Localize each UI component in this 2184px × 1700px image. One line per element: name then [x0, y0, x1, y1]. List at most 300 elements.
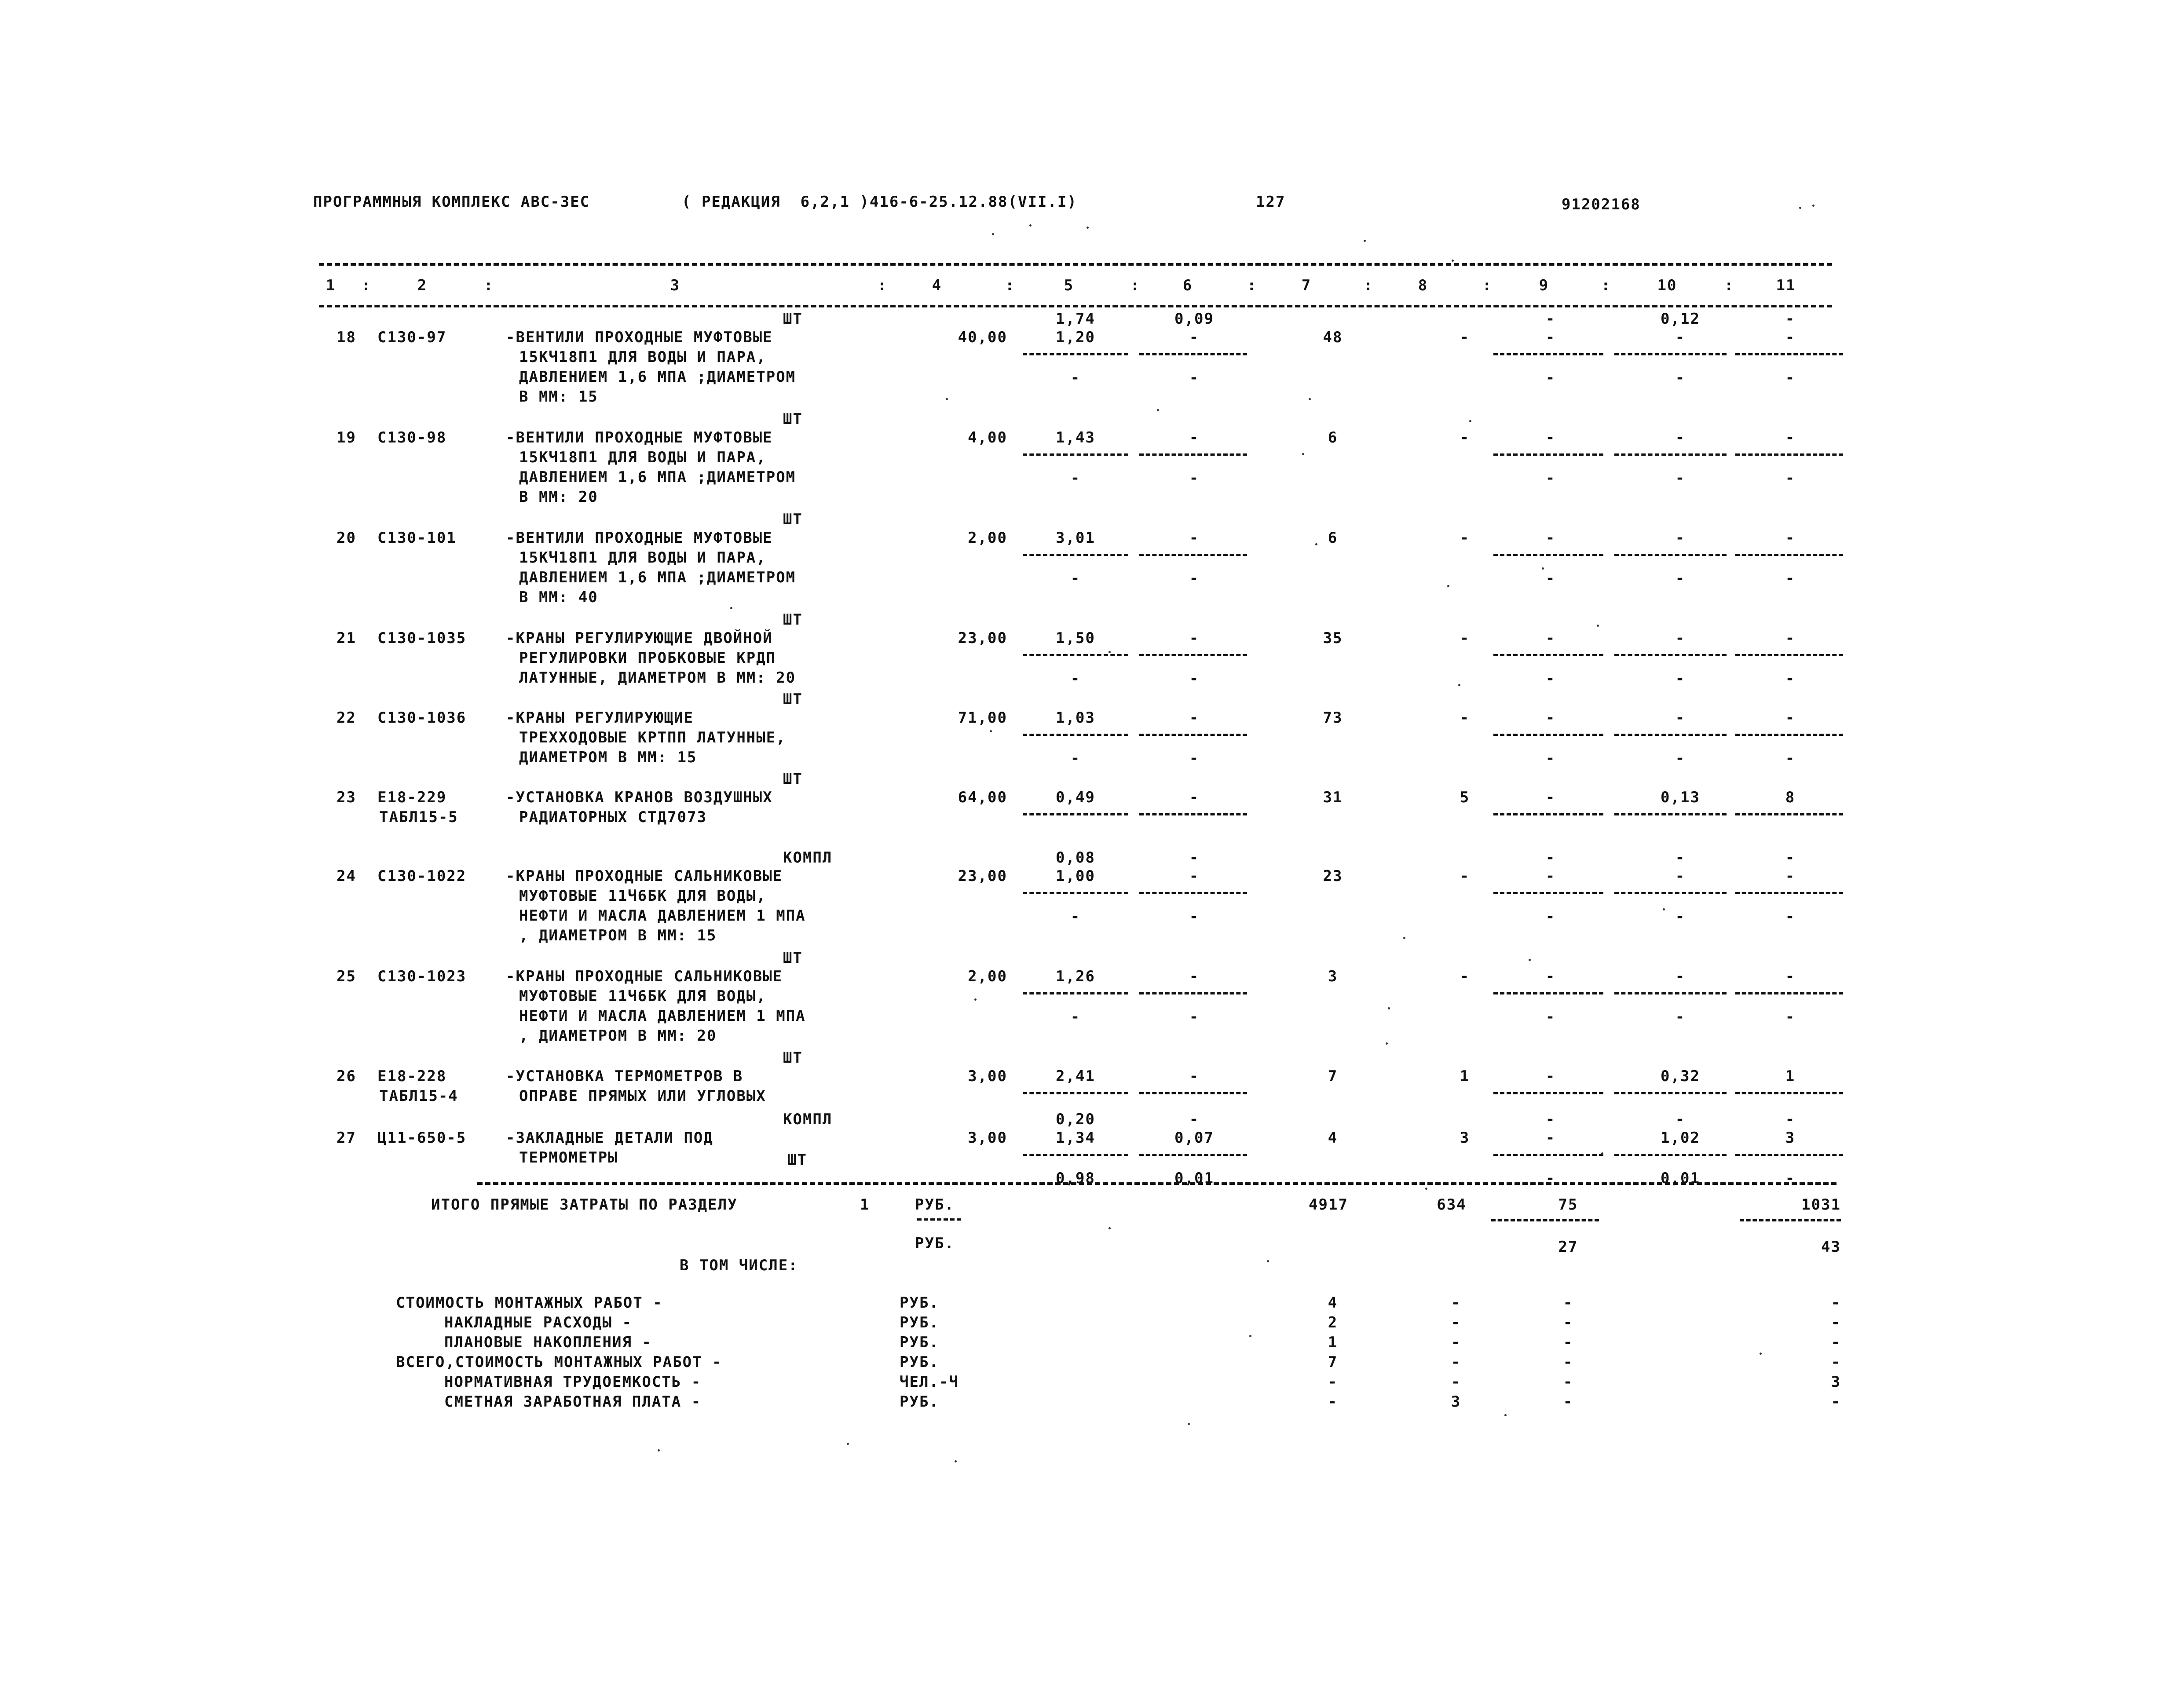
cell-col6-upper: -: [1189, 1111, 1200, 1128]
cell-col10-main: -: [1675, 529, 1686, 547]
summary-col9: -: [1563, 1314, 1573, 1331]
cell-col5-main: 1,03: [1056, 709, 1095, 727]
cell-col6-lower: -: [1189, 570, 1200, 587]
cell-col5-upper: 0,08: [1056, 849, 1095, 866]
cell-col6-lower: -: [1189, 749, 1200, 767]
cell-col9-main: -: [1545, 789, 1556, 806]
cell-col4: 2,00: [968, 968, 1007, 985]
cell-col8: -: [1460, 629, 1470, 647]
column-separator: :: [362, 277, 372, 294]
scan-speck: [847, 1443, 849, 1445]
cell-col5-main: 0,49: [1056, 789, 1095, 806]
row-description-line: -ВЕНТИЛИ ПРОХОДНЫЕ МУФТОВЫЕ: [506, 429, 773, 446]
subtotal-rule: [1139, 992, 1247, 994]
header-rule-top: [319, 263, 1832, 266]
cell-col6-main: -: [1189, 529, 1200, 547]
unit-label: ШТ: [787, 1151, 807, 1169]
cell-col9-main: -: [1545, 709, 1556, 727]
column-separator: :: [484, 277, 494, 294]
summary-col7: 7: [1328, 1353, 1338, 1371]
cell-col11-main: 3: [1785, 1129, 1796, 1147]
scan-speck: [1425, 1188, 1427, 1190]
scan-speck: [1315, 543, 1317, 545]
row-code-table: ТАБЛ15-5: [379, 808, 458, 826]
cell-col11-main: -: [1785, 629, 1796, 647]
scan-speck: [1504, 1414, 1507, 1416]
row-description-line: РЕГУЛИРОВКИ ПРОБКОВЫЕ КРДП: [519, 649, 776, 667]
page-number: 127: [1256, 193, 1286, 211]
cell-col11-lower: -: [1785, 469, 1796, 487]
scan-speck: [1108, 651, 1111, 653]
column-number: 6: [1182, 277, 1193, 294]
cell-col6-lower: -: [1189, 908, 1200, 925]
subtotal-rule: [1614, 813, 1727, 815]
scan-speck: [1302, 453, 1304, 455]
cell-col10-upper: 0,12: [1661, 310, 1700, 328]
summary-unit: РУБ.: [900, 1353, 939, 1371]
scan-speck: [658, 1449, 660, 1451]
scan-speck: [1267, 1260, 1269, 1262]
cell-col9-main: -: [1545, 629, 1556, 647]
cell-col4: 64,00: [958, 789, 1007, 806]
including-label: В ТОМ ЧИСЛЕ:: [680, 1257, 798, 1274]
row-code: Ц11-650-5: [377, 1129, 467, 1147]
column-number: 2: [417, 277, 428, 294]
row-description-line: МУФТОВЫЕ 11Ч6БК ДЛЯ ВОДЫ,: [519, 987, 766, 1005]
cell-col5-lower: -: [1070, 670, 1081, 687]
row-code: С130-98: [377, 429, 447, 446]
cell-col6-main: -: [1189, 329, 1200, 346]
row-description-line: ДАВЛЕНИЕМ 1,6 МПА ;ДИАМЕТРОМ: [519, 569, 796, 586]
summary-unit: ЧЕЛ.-Ч: [900, 1373, 959, 1391]
subtotal-rule: [1614, 554, 1727, 556]
cell-col11-lower: -: [1785, 570, 1796, 587]
column-number: 9: [1539, 277, 1549, 294]
cell-col10-main: -: [1675, 329, 1686, 346]
cell-col10-lower: -: [1675, 670, 1686, 687]
column-number: 11: [1776, 277, 1796, 294]
cell-col10-lower: -: [1675, 369, 1686, 387]
cell-col5-lower: -: [1070, 749, 1081, 767]
cell-col6-main: -: [1189, 968, 1200, 985]
summary-col8: -: [1451, 1353, 1461, 1371]
subtotal-rule: [1735, 453, 1843, 456]
scan-speck: [1386, 1042, 1388, 1045]
row-description-line: НЕФТИ И МАСЛА ДАВЛЕНИЕМ 1 МПА: [519, 1007, 806, 1025]
scan-speck: [1309, 398, 1311, 400]
cell-col8: -: [1460, 968, 1470, 985]
cell-col6-upper: 0,09: [1174, 310, 1214, 328]
cell-col7: 31: [1323, 789, 1343, 806]
cell-col8: -: [1460, 329, 1470, 346]
cell-col6-main: 0,07: [1174, 1129, 1214, 1147]
scan-speck: [1188, 1423, 1190, 1425]
summary-col9: -: [1563, 1373, 1573, 1391]
subtotal-rule: [1023, 1154, 1128, 1156]
cell-col11-upper: -: [1785, 310, 1796, 328]
cell-col11-upper: -: [1785, 849, 1796, 866]
cell-col9-lower: -: [1545, 908, 1556, 925]
row-description-line: ТРЕХХОДОВЫЕ КРТПП ЛАТУННЫЕ,: [519, 729, 786, 746]
cell-col6-lower: 0,01: [1174, 1170, 1214, 1187]
row-description-line: В ММ: 20: [519, 488, 598, 506]
cell-col11-main: 8: [1785, 789, 1796, 806]
scan-speck: [1529, 959, 1531, 961]
cell-col5-main: 1,43: [1056, 429, 1095, 446]
unit-label: ШТ: [783, 611, 803, 629]
row-description-line: , ДИАМЕТРОМ В ММ: 15: [519, 927, 717, 944]
summary-col7: 1: [1328, 1334, 1338, 1351]
cell-col9-lower: -: [1545, 469, 1556, 487]
scan-speck: [1249, 1335, 1251, 1337]
column-separator: :: [1364, 277, 1374, 294]
cell-col10-main: -: [1675, 709, 1686, 727]
cell-col6-main: -: [1189, 1068, 1200, 1085]
cell-col6-main: -: [1189, 429, 1200, 446]
scan-speck: [1087, 227, 1089, 229]
total-unit: РУБ.: [915, 1196, 955, 1214]
cell-col9-main: -: [1545, 429, 1556, 446]
scan-speck: [1157, 409, 1159, 411]
unit-label: ШТ: [783, 410, 803, 428]
row-description-line: РАДИАТОРНЫХ СТД7073: [519, 808, 707, 826]
row-description-line: 15КЧ18П1 ДЛЯ ВОДЫ И ПАРА,: [519, 348, 766, 366]
cell-col10-upper: -: [1675, 849, 1686, 866]
cell-col5-main: 1,34: [1056, 1129, 1095, 1147]
scan-speck: [1108, 1227, 1111, 1229]
cell-col5-lower: -: [1070, 570, 1081, 587]
edition-label: ( РЕДАКЦИЯ 6,2,1 )416-6-25.12.88(VII.I): [682, 193, 1077, 211]
row-description-line: ДИАМЕТРОМ В ММ: 15: [519, 749, 697, 766]
summary-col7: 4: [1328, 1294, 1338, 1312]
cell-col6-main: -: [1189, 629, 1200, 647]
column-number: 8: [1418, 277, 1428, 294]
row-code: С130-101: [377, 529, 457, 547]
cell-col10-main: -: [1675, 429, 1686, 446]
cell-col10-main: -: [1675, 968, 1686, 985]
cell-col6-lower: -: [1189, 670, 1200, 687]
column-number: 5: [1064, 277, 1074, 294]
cell-col10-lower: -: [1675, 908, 1686, 925]
unit-label: КОМПЛ: [783, 1111, 833, 1128]
cell-col7: 35: [1323, 629, 1343, 647]
cell-col10-main: 0,13: [1661, 789, 1700, 806]
cell-col4: 23,00: [958, 867, 1007, 885]
subtotal-rule: [1139, 654, 1247, 656]
cell-col5-upper: 0,20: [1056, 1111, 1095, 1128]
cell-col9-upper: -: [1545, 849, 1556, 866]
cell-col11-lower: -: [1785, 749, 1796, 767]
cell-col10-lower: -: [1675, 570, 1686, 587]
total-rule: [1740, 1219, 1841, 1221]
summary-col8: -: [1451, 1314, 1461, 1331]
scan-speck: [1663, 908, 1665, 910]
row-description-line: 15КЧ18П1 ДЛЯ ВОДЫ И ПАРА,: [519, 449, 766, 466]
row-code: С130-1022: [377, 867, 467, 885]
header-rule-bottom: [319, 305, 1832, 307]
cell-col4: 3,00: [968, 1129, 1007, 1147]
summary-col9: -: [1563, 1294, 1573, 1312]
cell-col5-main: 1,00: [1056, 867, 1095, 885]
cell-col5-main: 1,20: [1056, 329, 1095, 346]
row-code-table: ТАБЛ15-4: [379, 1087, 458, 1105]
row-number: 21: [337, 629, 356, 647]
cell-col7: 4: [1328, 1129, 1338, 1147]
cell-col7: 6: [1328, 429, 1338, 446]
row-description-line: -КРАНЫ ПРОХОДНЫЕ САЛЬНИКОВЫЕ: [506, 968, 783, 985]
row-description-line: ДАВЛЕНИЕМ 1,6 МПА ;ДИАМЕТРОМ: [519, 468, 796, 486]
scan-speck: [1364, 240, 1366, 242]
cell-col4: 40,00: [958, 329, 1007, 346]
cell-col6-lower: -: [1189, 469, 1200, 487]
summary-col9: -: [1563, 1393, 1573, 1411]
column-separator: :: [1482, 277, 1493, 294]
row-number: 22: [337, 709, 356, 727]
cell-col9-main: -: [1545, 1068, 1556, 1085]
summary-col11: -: [1831, 1353, 1841, 1371]
subtotal-rule: [1023, 654, 1128, 656]
row-description-line: , ДИАМЕТРОМ В ММ: 20: [519, 1027, 717, 1045]
total-col11: 1031: [1801, 1196, 1841, 1214]
total-col11: 43: [1821, 1238, 1841, 1256]
program-title: ПРОГРАММНЫЯ КОМПЛЕКС АВС-3ЕС: [313, 193, 590, 211]
subtotal-rule: [1614, 353, 1727, 355]
subtotal-rule: [1023, 353, 1128, 355]
cell-col7: 23: [1323, 867, 1343, 885]
cell-col9-lower: -: [1545, 369, 1556, 387]
scan-speck: [1452, 260, 1454, 262]
summary-col8: -: [1451, 1373, 1461, 1391]
summary-col8: 3: [1451, 1393, 1461, 1411]
unit-label: КОМПЛ: [783, 849, 833, 866]
row-description-line: -УСТАНОВКА КРАНОВ ВОЗДУШНЫХ: [506, 789, 773, 806]
summary-label: НОРМАТИВНАЯ ТРУДОЕМКОСТЬ -: [444, 1373, 702, 1391]
scan-speck: [1799, 207, 1801, 209]
summary-col9: -: [1563, 1334, 1573, 1351]
summary-col7: -: [1328, 1373, 1338, 1391]
scan-speck: [974, 998, 977, 1001]
cell-col9-main: -: [1545, 529, 1556, 547]
subtotal-rule: [1493, 813, 1603, 815]
cell-col6-lower: -: [1189, 1008, 1200, 1026]
cell-col4: 2,00: [968, 529, 1007, 547]
subtotal-rule: [1493, 453, 1603, 456]
total-col7: 4917: [1309, 1196, 1348, 1214]
subtotal-rule: [1493, 1092, 1603, 1094]
summary-unit: РУБ.: [900, 1314, 939, 1331]
cell-col9-main: -: [1545, 1129, 1556, 1147]
summary-col11: -: [1831, 1314, 1841, 1331]
summary-col11: -: [1831, 1294, 1841, 1312]
subtotal-rule: [1139, 1092, 1247, 1094]
unit-label: ШТ: [783, 310, 803, 328]
row-description-line: В ММ: 15: [519, 388, 598, 406]
row-code: С130-1035: [377, 629, 467, 647]
cell-col4: 71,00: [958, 709, 1007, 727]
cell-col8: -: [1460, 529, 1470, 547]
row-number: 19: [337, 429, 356, 446]
subtotal-rule: [1139, 453, 1247, 456]
cell-col5-main: 1,50: [1056, 629, 1095, 647]
cell-col11-lower: -: [1785, 369, 1796, 387]
cell-col9-lower: -: [1545, 749, 1556, 767]
cell-col8: -: [1460, 709, 1470, 727]
cell-col11-main: -: [1785, 968, 1796, 985]
summary-col9: -: [1563, 1353, 1573, 1371]
subtotal-rule: [1735, 992, 1843, 994]
document-code: 91202168: [1562, 196, 1641, 213]
cell-col11-main: -: [1785, 529, 1796, 547]
row-description-line: -УСТАНОВКА ТЕРМОМЕТРОВ В: [506, 1068, 743, 1085]
total-col8: 634: [1437, 1196, 1467, 1214]
cell-col6-main: -: [1189, 867, 1200, 885]
cell-col9-lower: -: [1545, 1170, 1556, 1187]
subtotal-rule: [1614, 992, 1727, 994]
subtotal-rule: [1614, 892, 1727, 894]
subtotal-rule: [1735, 554, 1843, 556]
subtotal-rule: [1735, 1092, 1843, 1094]
summary-col7: 2: [1328, 1314, 1338, 1331]
scan-speck: [1597, 625, 1599, 627]
cell-col9-lower: -: [1545, 1008, 1556, 1026]
column-separator: :: [1130, 277, 1141, 294]
summary-unit: РУБ.: [900, 1393, 939, 1411]
cell-col5-main: 2,41: [1056, 1068, 1095, 1085]
subtotal-rule: [1493, 892, 1603, 894]
column-number: 7: [1301, 277, 1312, 294]
row-number: 18: [337, 329, 356, 346]
row-description-line: -КРАНЫ РЕГУЛИРУЮЩИЕ ДВОЙНОЙ: [506, 629, 773, 647]
cell-col10-upper: -: [1675, 1111, 1686, 1128]
row-code: Е18-229: [377, 789, 447, 806]
cell-col5-lower: 0,98: [1056, 1170, 1095, 1187]
cell-col10-main: -: [1675, 867, 1686, 885]
summary-label: СМЕТНАЯ ЗАРАБОТНАЯ ПЛАТА -: [444, 1393, 702, 1411]
column-number: 3: [670, 277, 680, 294]
subtotal-rule: [1023, 453, 1128, 456]
cell-col9-lower: -: [1545, 570, 1556, 587]
cell-col6-main: -: [1189, 789, 1200, 806]
cell-col4: 23,00: [958, 629, 1007, 647]
subtotal-rule: [1735, 654, 1843, 656]
subtotal-rule: [1735, 1154, 1843, 1156]
scan-speck: [990, 730, 992, 732]
column-separator: :: [878, 277, 888, 294]
subtotal-rule: [1493, 734, 1603, 736]
subtotal-rule: [1493, 554, 1603, 556]
row-number: 23: [337, 789, 356, 806]
cell-col7: 6: [1328, 529, 1338, 547]
row-number: 20: [337, 529, 356, 547]
subtotal-rule: [1614, 1092, 1727, 1094]
cell-col5-main: 3,01: [1056, 529, 1095, 547]
subtotal-rule: [1139, 734, 1247, 736]
total-label: ИТОГО ПРЯМЫЕ ЗАТРАТЫ ПО РАЗДЕЛУ: [431, 1196, 738, 1214]
scan-speck: [1029, 224, 1032, 227]
unit-label: ШТ: [783, 691, 803, 708]
column-number: 1: [326, 277, 336, 294]
row-description-line: -ЗАКЛАДНЫЕ ДЕТАЛИ ПОД: [506, 1129, 713, 1147]
scan-speck: [1469, 420, 1471, 422]
row-code: С130-1036: [377, 709, 467, 727]
cell-col11-lower: -: [1785, 670, 1796, 687]
cell-col11-lower: -: [1785, 1170, 1796, 1187]
cell-col5-main: 1,26: [1056, 968, 1095, 985]
row-number: 27: [337, 1129, 356, 1147]
row-number: 25: [337, 968, 356, 985]
unit-rule: [917, 1218, 961, 1221]
row-code: Е18-228: [377, 1068, 447, 1085]
subtotal-rule: [1023, 813, 1128, 815]
summary-col11: 3: [1831, 1373, 1841, 1391]
cell-col9-upper: -: [1545, 1111, 1556, 1128]
cell-col6-lower: -: [1189, 369, 1200, 387]
scan-speck: [1812, 205, 1815, 207]
cell-col9-upper: -: [1545, 310, 1556, 328]
cell-col5-lower: -: [1070, 369, 1081, 387]
subtotal-rule: [1023, 1092, 1128, 1094]
cell-col10-lower: 0,01: [1661, 1170, 1700, 1187]
subtotal-rule: [1735, 892, 1843, 894]
total-col9: 27: [1558, 1238, 1578, 1256]
cell-col9-main: -: [1545, 968, 1556, 985]
subtotal-rule: [1139, 353, 1247, 355]
cell-col8: 3: [1460, 1129, 1470, 1147]
summary-label: НАКЛАДНЫЕ РАСХОДЫ -: [444, 1314, 632, 1331]
row-description-line: НЕФТИ И МАСЛА ДАВЛЕНИЕМ 1 МПА: [519, 907, 806, 925]
row-description-line: ДАВЛЕНИЕМ 1,6 МПА ;ДИАМЕТРОМ: [519, 368, 796, 386]
cell-col10-main: 0,32: [1661, 1068, 1700, 1085]
subtotal-rule: [1614, 734, 1727, 736]
cell-col11-main: -: [1785, 429, 1796, 446]
cell-col5-lower: -: [1070, 469, 1081, 487]
scan-speck: [1760, 1353, 1762, 1355]
row-description-line: ОПРАВЕ ПРЯМЫХ ИЛИ УГЛОВЫХ: [519, 1087, 766, 1105]
cell-col4: 3,00: [968, 1068, 1007, 1085]
subtotal-rule: [1614, 453, 1727, 456]
scan-speck: [992, 233, 994, 235]
summary-unit: РУБ.: [900, 1294, 939, 1312]
subtotal-rule: [1735, 734, 1843, 736]
summary-label: ПЛАНОВЫЕ НАКОПЛЕНИЯ -: [444, 1334, 652, 1351]
cell-col5-lower: -: [1070, 908, 1081, 925]
unit-label: ШТ: [783, 1049, 803, 1067]
scan-speck: [1403, 937, 1405, 939]
cell-col11-lower: -: [1785, 908, 1796, 925]
subtotal-rule: [1614, 1154, 1727, 1156]
cell-col8: -: [1460, 867, 1470, 885]
scan-speck: [730, 607, 732, 609]
row-code: С130-1023: [377, 968, 467, 985]
row-description-line: В ММ: 40: [519, 589, 598, 606]
subtotal-rule: [1735, 813, 1843, 815]
subtotal-rule: [1139, 554, 1247, 556]
cell-col11-upper: -: [1785, 1111, 1796, 1128]
cell-col10-lower: -: [1675, 469, 1686, 487]
column-separator: :: [1601, 277, 1611, 294]
summary-label: СТОИМОСТЬ МОНТАЖНЫХ РАБОТ -: [396, 1294, 663, 1312]
cell-col4: 4,00: [968, 429, 1007, 446]
row-code: С130-97: [377, 329, 447, 346]
cell-col10-lower: -: [1675, 1008, 1686, 1026]
subtotal-rule: [1023, 892, 1128, 894]
total-index: 1: [860, 1196, 870, 1214]
subtotal-rule: [1139, 892, 1247, 894]
cell-col8: 1: [1460, 1068, 1470, 1085]
cell-col7: 48: [1323, 329, 1343, 346]
unit-label: ШТ: [783, 770, 803, 788]
scan-speck: [1542, 567, 1544, 570]
